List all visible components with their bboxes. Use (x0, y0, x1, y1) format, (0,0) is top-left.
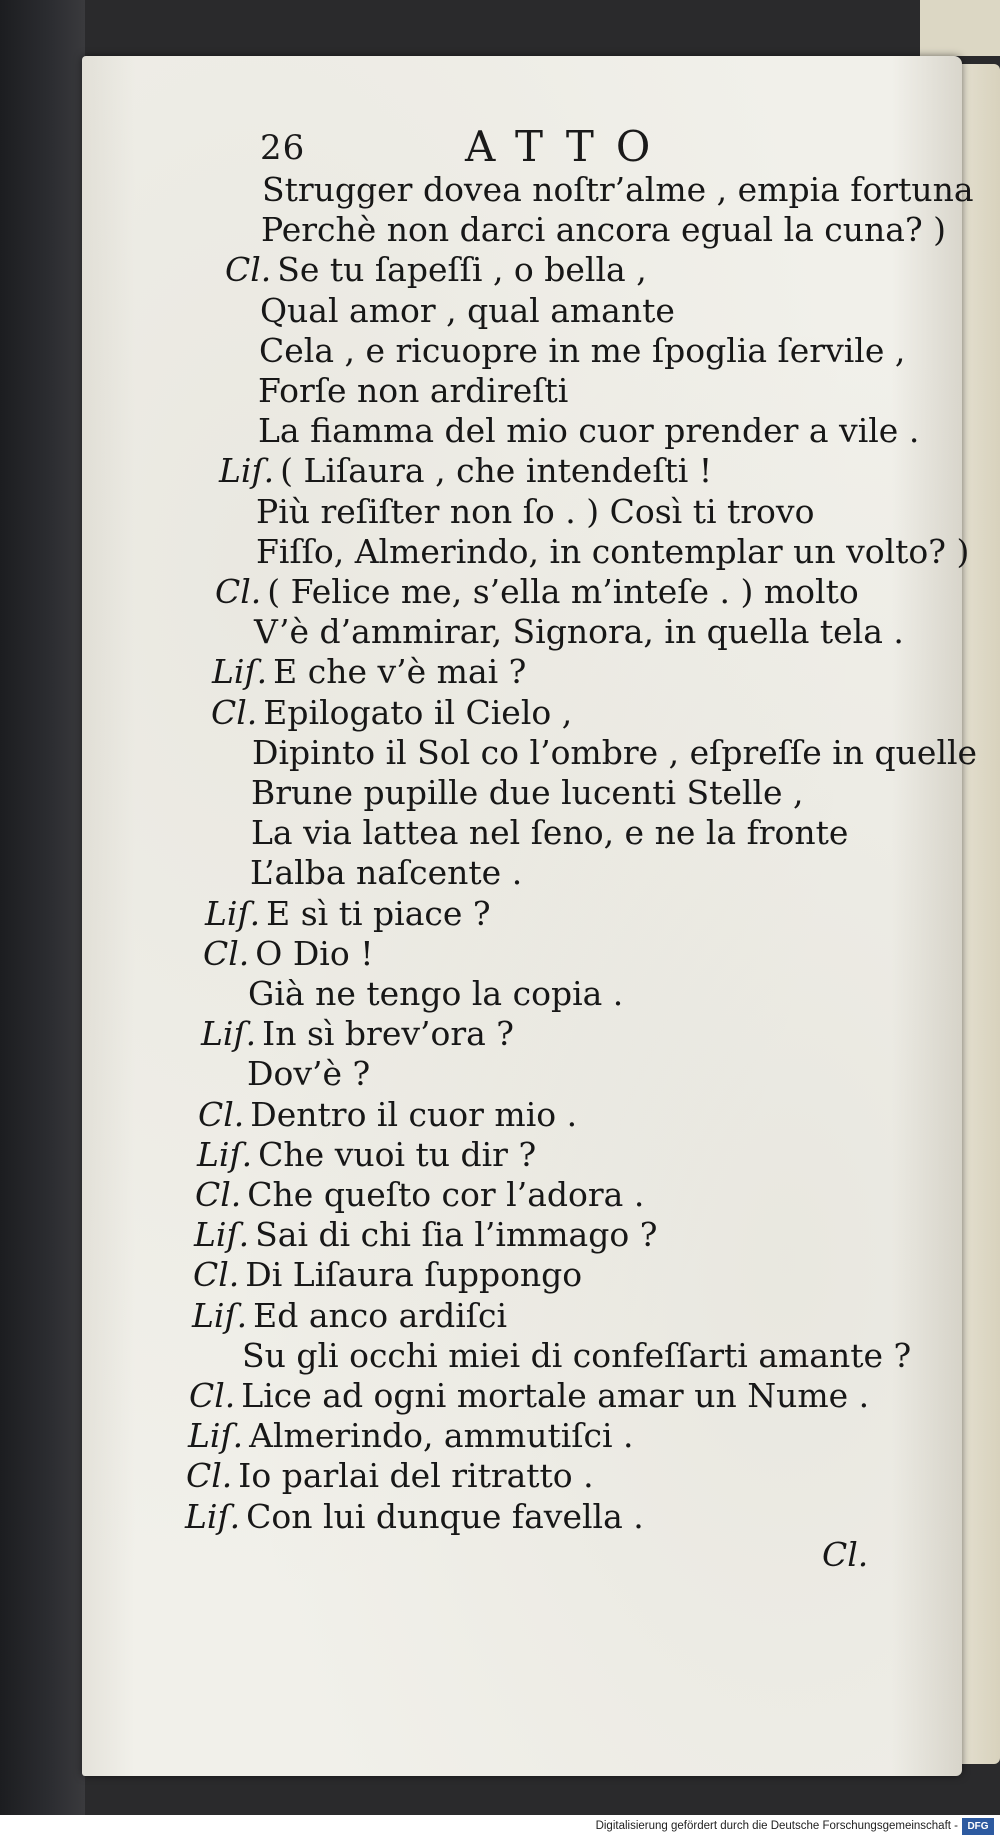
verse-line (197, 1135, 536, 1175)
line-text: La via lattea nel ſeno, e ne la fronte (251, 813, 849, 852)
line-text: L’alba naſcente . (250, 853, 523, 892)
line-text: Ed anco ardiſci (253, 1296, 508, 1335)
line-text: Cela , e ricuopre in me ſpoglia ſervile , (259, 331, 906, 370)
line-text: Lice ad ogni mortale amar un Nume . (241, 1376, 870, 1415)
line-text: Più reſiſter non ſo . ) Così ti trovo (256, 492, 815, 531)
speaker-label: Liſ. (192, 1296, 248, 1335)
verse-line (192, 1296, 507, 1336)
verse-line (205, 894, 491, 934)
line-text: Con lui dunque favella . (246, 1497, 644, 1536)
verse-line (212, 652, 526, 692)
verse-line (260, 291, 675, 331)
verse-line (198, 1095, 577, 1135)
line-text: Su gli occhi miei di confeſſarti amante ? (242, 1336, 912, 1375)
line-text: Se tu ſapeſſi , o bella , (277, 250, 647, 289)
line-text: ( Felice me, s’ella m’inteſe . ) molto (267, 572, 859, 611)
verse-line (186, 1456, 594, 1496)
page-number: 26 (260, 128, 306, 168)
line-text: Sai di chi ſia l’immago ? (255, 1215, 658, 1254)
speaker-label: Liſ. (201, 1014, 257, 1053)
verse-line (185, 1497, 644, 1537)
line-text: V’è d’ammirar, Signora, in quella tela . (254, 612, 904, 651)
line-text: Forſe non ardireſti (258, 371, 569, 410)
line-text: Qual amor , qual amante (260, 291, 675, 330)
verse-line (250, 853, 522, 893)
speaker-label: Liſ. (188, 1416, 244, 1455)
verse-line (225, 250, 647, 290)
footer-credit: Digitalisierung gefördert durch die Deutsche Forschungsgemeinschaft - (595, 1820, 958, 1832)
verse-line (215, 572, 859, 612)
speaker-label: Liſ. (194, 1215, 250, 1254)
verse-line (195, 1175, 644, 1215)
speaker-label: Cl. (203, 934, 250, 973)
speaker-label: Cl. (195, 1175, 242, 1214)
line-text: E che v’è mai ? (273, 652, 527, 691)
speaker-label: Cl. (186, 1456, 233, 1495)
catchword: Cl. (822, 1535, 869, 1574)
verse-line (203, 934, 373, 974)
verse-line (256, 492, 814, 532)
line-text: Già ne tengo la copia . (248, 974, 624, 1013)
speaker-label: Cl. (193, 1255, 240, 1294)
line-text: Almerindo, ammutiſci . (249, 1416, 634, 1455)
verse-line (254, 612, 904, 652)
verse-line (261, 210, 946, 250)
line-text: La fiamma del mio cuor prender a vile . (258, 411, 920, 450)
line-text: Fiſſo, Almerindo, in contemplar un volto? ) (256, 532, 970, 571)
verse-line (258, 411, 919, 451)
speaker-label: Cl. (225, 250, 272, 289)
verse-line (211, 693, 572, 733)
speaker-label: Cl. (215, 572, 262, 611)
verse-line (219, 451, 712, 491)
verse-line (262, 170, 974, 210)
verse-line (256, 532, 969, 572)
speaker-label: Cl. (189, 1376, 236, 1415)
line-text: Di Liſaura ſuppongo (245, 1255, 583, 1294)
line-text: Strugger dovea noſtr’alme , empia fortuna (262, 170, 974, 209)
speaker-label: Liſ. (212, 652, 268, 691)
verse-line (252, 733, 977, 773)
line-text: Brune pupille due lucenti Stelle , (251, 773, 804, 812)
verse-line (188, 1416, 634, 1456)
line-text: ( Liſaura , che intendeſti ! (280, 451, 713, 490)
line-text: Che queſto cor l’adora . (247, 1175, 645, 1214)
verse-line (189, 1376, 869, 1416)
line-text: Io parlai del ritratto . (238, 1456, 594, 1495)
verse-line (247, 1054, 370, 1094)
line-text: Dentro il cuor mio . (250, 1095, 578, 1134)
speaker-label: Liſ. (219, 451, 275, 490)
line-text: Che vuoi tu dir ? (258, 1135, 537, 1174)
speaker-label: Liſ. (185, 1497, 241, 1536)
dfg-logo: DFG (962, 1818, 994, 1835)
speaker-label: Liſ. (205, 894, 261, 933)
line-text: E sì ti piace ? (266, 894, 491, 933)
verse-line (201, 1014, 514, 1054)
verse-line (258, 371, 568, 411)
verse-line (193, 1255, 582, 1295)
speaker-label: Cl. (211, 693, 258, 732)
line-text: Perchè non darci ancora egual la cuna? ) (261, 210, 947, 249)
line-text: Epilogato il Cielo , (263, 693, 573, 732)
verse-line (194, 1215, 657, 1255)
speaker-label: Liſ. (197, 1135, 253, 1174)
verse-line (259, 331, 905, 371)
verse-line (251, 813, 848, 853)
verse-line (242, 1336, 911, 1376)
line-text: In sì brev’ora ? (262, 1014, 514, 1053)
line-text: Dov’è ? (247, 1054, 371, 1093)
verse-line (251, 773, 804, 813)
line-text: Dipinto il Sol co l’ombre , eſpreſſe in quelle (252, 733, 978, 772)
speaker-label: Cl. (198, 1095, 245, 1134)
verse-line (248, 974, 623, 1014)
running-head: ATTO (465, 122, 673, 171)
line-text: O Dio ! (255, 934, 374, 973)
